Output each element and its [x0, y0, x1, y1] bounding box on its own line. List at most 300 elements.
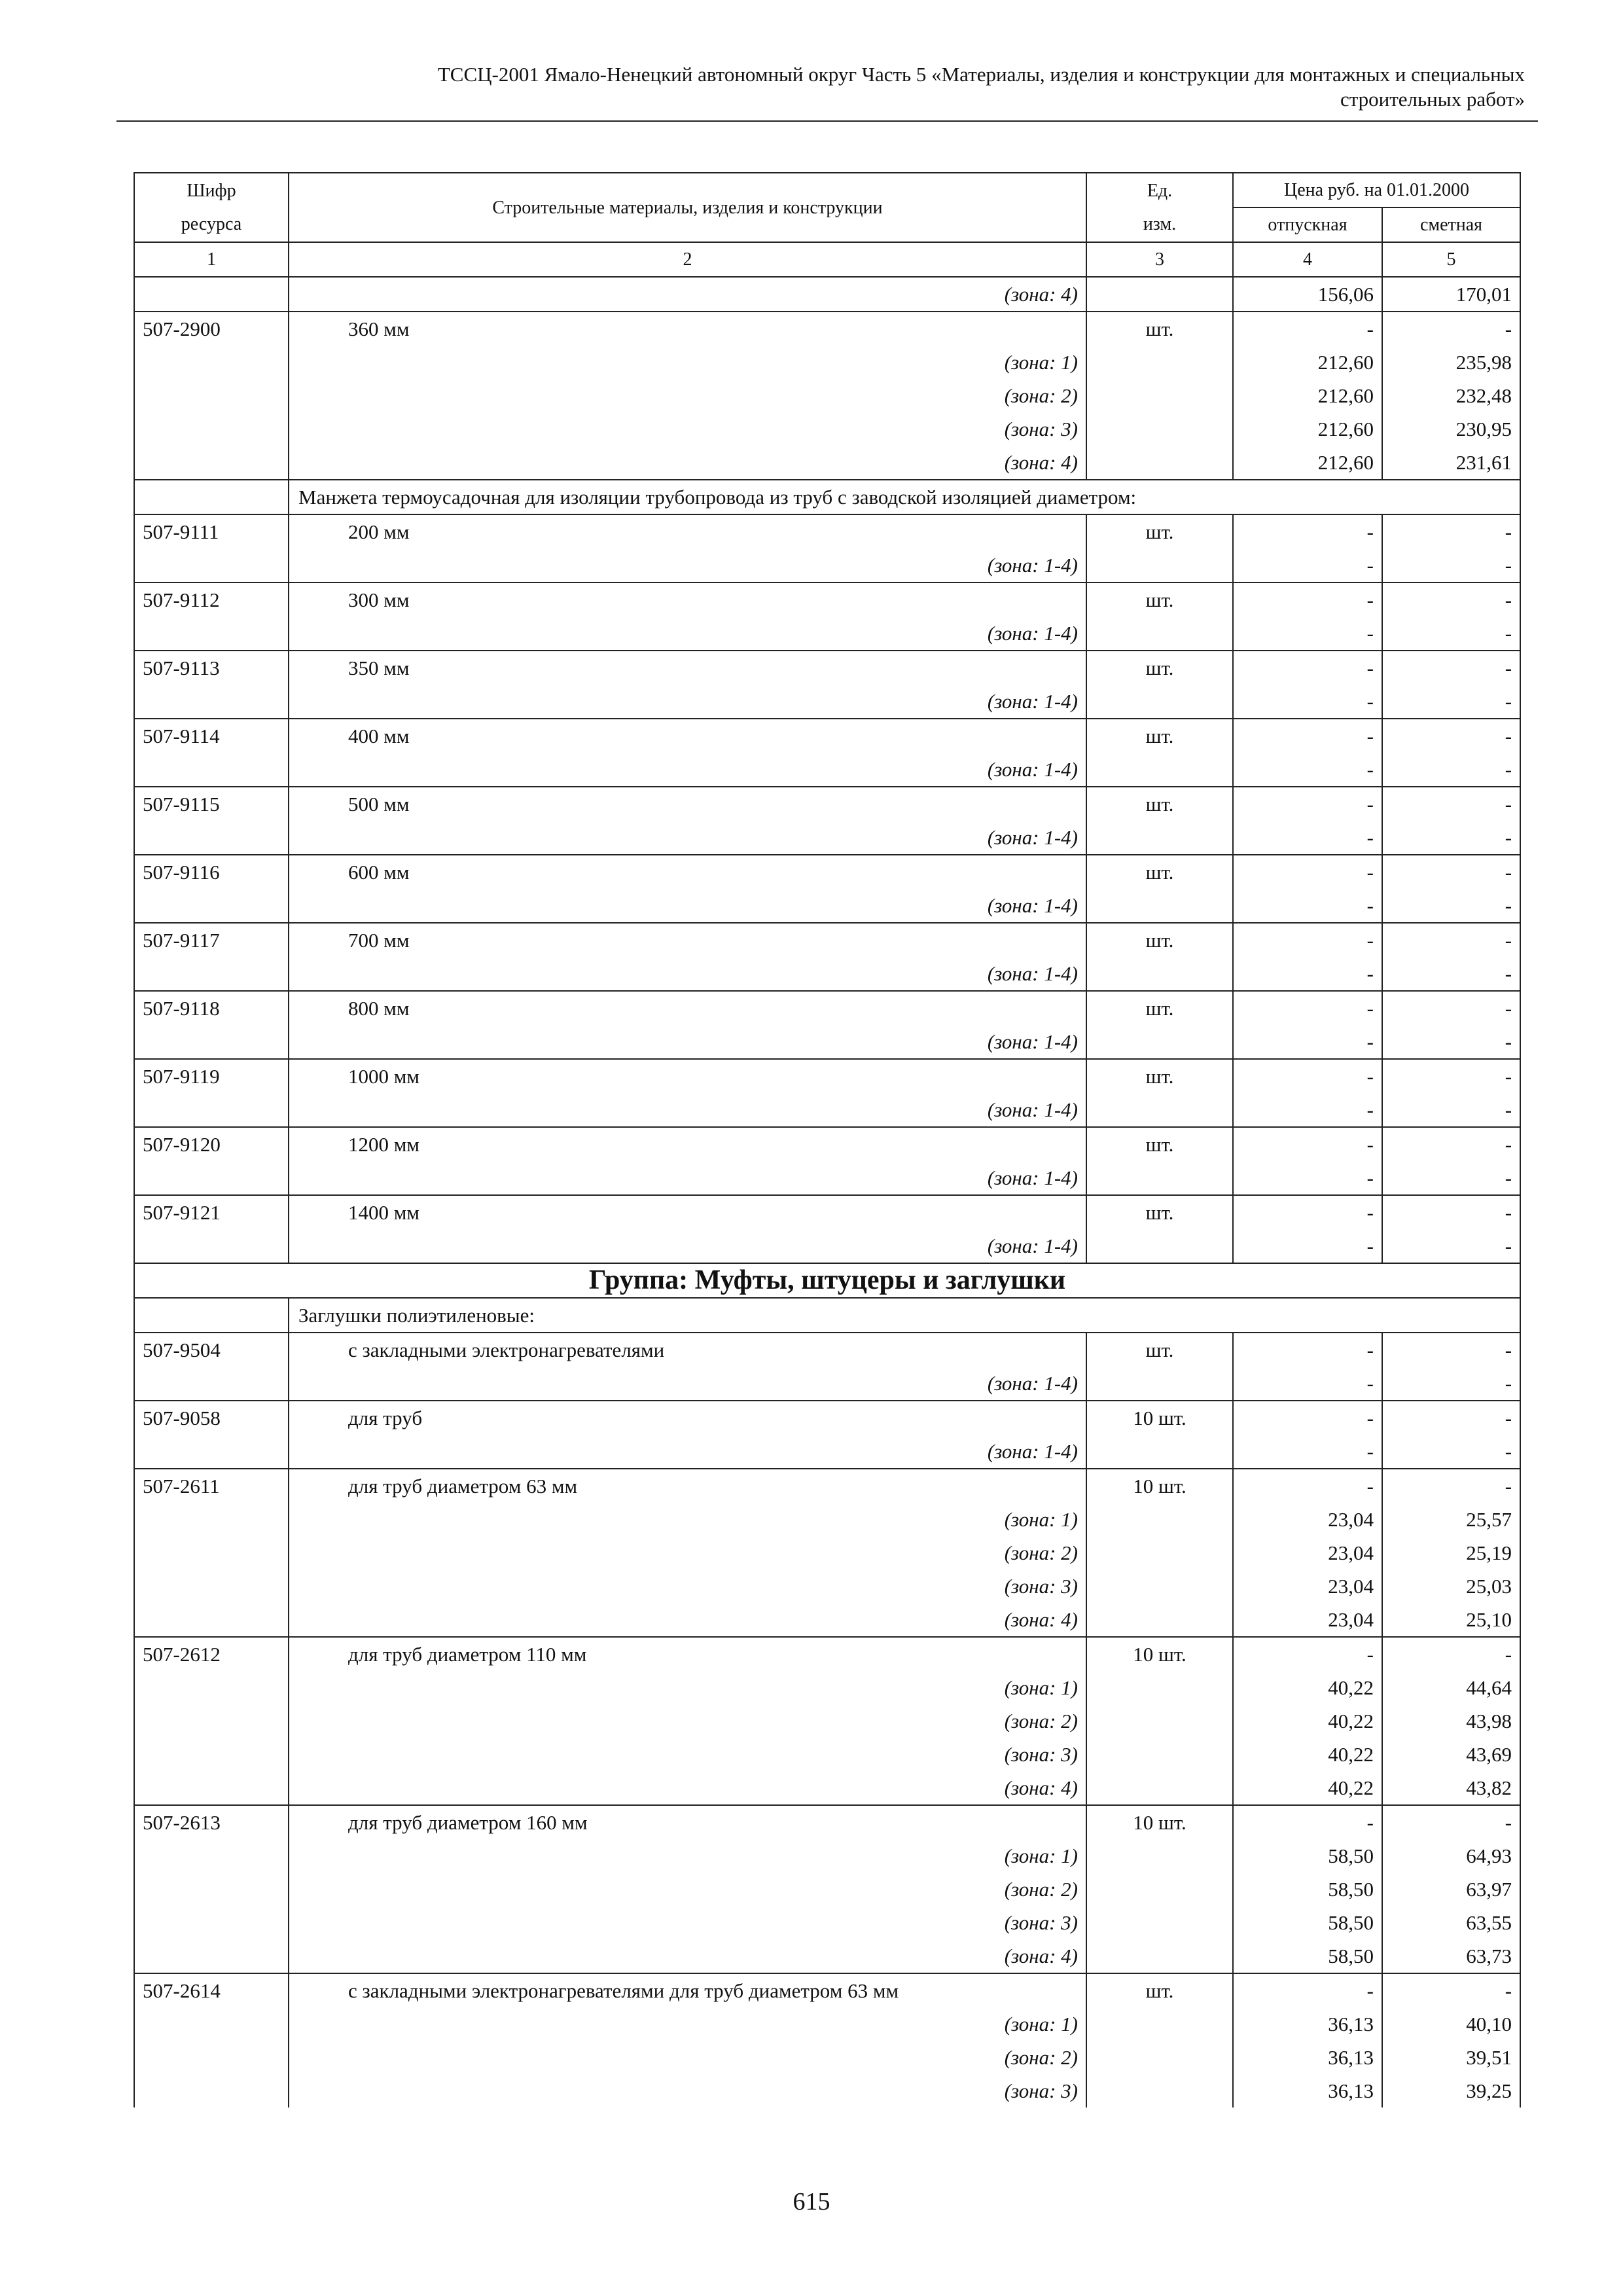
resource-code	[134, 2007, 289, 2041]
zone-label: (зона: 4)	[289, 1939, 1086, 1973]
zone-label: (зона: 2)	[289, 379, 1086, 412]
price-estimate: 231,61	[1382, 446, 1520, 480]
zone-row	[134, 1536, 1520, 1570]
price-release: -	[1233, 685, 1382, 719]
zone-label: (зона: 2)	[289, 1704, 1086, 1738]
resource-code: 507-9058	[134, 1401, 289, 1435]
price-release: 212,60	[1233, 446, 1382, 480]
price-estimate: -	[1382, 1367, 1520, 1401]
price-release: -	[1233, 957, 1382, 991]
price-estimate: -	[1382, 991, 1520, 1025]
price-release: -	[1233, 617, 1382, 651]
zone-row	[134, 412, 1520, 446]
price-estimate: -	[1382, 583, 1520, 617]
zone-label: (зона: 4)	[289, 1771, 1086, 1805]
zone-label: (зона: 1-4)	[289, 1161, 1086, 1195]
unit-cell: шт.	[1086, 991, 1233, 1025]
resource-code	[134, 1570, 289, 1603]
price-release: -	[1233, 1127, 1382, 1161]
price-estimate: -	[1382, 923, 1520, 957]
material-name: 360 мм	[289, 312, 1086, 346]
resource-code	[134, 889, 289, 923]
column-number: 2	[289, 242, 1086, 277]
resource-code	[134, 821, 289, 855]
material-name: с закладными электронагревателями для труб диаметром 63 мм	[289, 1973, 1086, 2007]
resource-code	[134, 1738, 289, 1771]
resource-code: 507-9117	[134, 923, 289, 957]
price-estimate: -	[1382, 1435, 1520, 1469]
material-name: 600 мм	[289, 855, 1086, 889]
section-heading-row	[134, 1298, 1520, 1333]
unit-cell	[1086, 379, 1233, 412]
unit-cell	[1086, 1873, 1233, 1906]
table-row	[134, 1401, 1520, 1435]
unit-cell	[1086, 821, 1233, 855]
price-estimate: -	[1382, 312, 1520, 346]
zone-label: (зона: 4)	[289, 1603, 1086, 1637]
price-release: 40,22	[1233, 1738, 1382, 1771]
header-name: Строительные материалы, изделия и конструкции	[289, 173, 1086, 242]
price-estimate: -	[1382, 548, 1520, 583]
unit-cell	[1086, 1367, 1233, 1401]
zone-label: (зона: 4)	[289, 446, 1086, 480]
unit-cell	[1086, 1025, 1233, 1059]
zone-row	[134, 446, 1520, 480]
zone-row	[134, 1161, 1520, 1195]
zone-label: (зона: 1-4)	[289, 1025, 1086, 1059]
price-release: 36,13	[1233, 2074, 1382, 2108]
unit-cell: 10 шт.	[1086, 1637, 1233, 1671]
price-release: 36,13	[1233, 2007, 1382, 2041]
price-release: -	[1233, 1161, 1382, 1195]
price-release: -	[1233, 312, 1382, 346]
price-estimate: 170,01	[1382, 277, 1520, 312]
price-release: -	[1233, 583, 1382, 617]
unit-cell	[1086, 2041, 1233, 2074]
zone-row	[134, 1939, 1520, 1973]
column-number: 5	[1382, 242, 1520, 277]
zone-row	[134, 1704, 1520, 1738]
material-name: 1200 мм	[289, 1127, 1086, 1161]
price-release: 212,60	[1233, 412, 1382, 446]
material-name: 350 мм	[289, 651, 1086, 685]
resource-code	[134, 1839, 289, 1873]
zone-label: (зона: 1)	[289, 346, 1086, 379]
price-estimate: 43,69	[1382, 1738, 1520, 1771]
zone-row	[134, 1435, 1520, 1469]
unit-cell: шт.	[1086, 583, 1233, 617]
price-release: -	[1233, 821, 1382, 855]
price-release: -	[1233, 1367, 1382, 1401]
unit-cell: 10 шт.	[1086, 1401, 1233, 1435]
resource-code	[134, 1906, 289, 1939]
zone-row	[134, 685, 1520, 719]
price-release: -	[1233, 1195, 1382, 1229]
resource-code	[134, 753, 289, 787]
price-release: -	[1233, 1637, 1382, 1671]
resource-code	[134, 548, 289, 583]
resource-code	[134, 1671, 289, 1704]
zone-row	[134, 617, 1520, 651]
table-row	[134, 991, 1520, 1025]
price-release: 40,22	[1233, 1671, 1382, 1704]
zone-label: (зона: 1-4)	[289, 1367, 1086, 1401]
material-name: для труб	[289, 1401, 1086, 1435]
price-release: -	[1233, 651, 1382, 685]
zone-label: (зона: 1)	[289, 1671, 1086, 1704]
zone-row	[134, 2007, 1520, 2041]
price-release: -	[1233, 1333, 1382, 1367]
price-estimate: -	[1382, 719, 1520, 753]
unit-cell: шт.	[1086, 719, 1233, 753]
resource-code	[134, 1093, 289, 1127]
table-row	[134, 583, 1520, 617]
zone-label: (зона: 1-4)	[289, 1093, 1086, 1127]
material-name: 800 мм	[289, 991, 1086, 1025]
zone-row	[134, 379, 1520, 412]
empty-code-cell	[134, 480, 289, 514]
price-estimate: 25,10	[1382, 1603, 1520, 1637]
material-name: для труб диаметром 160 мм	[289, 1805, 1086, 1839]
unit-cell	[1086, 889, 1233, 923]
material-name: 700 мм	[289, 923, 1086, 957]
unit-cell	[1086, 1229, 1233, 1263]
unit-cell	[1086, 1839, 1233, 1873]
zone-label: (зона: 1)	[289, 1839, 1086, 1873]
zone-label: (зона: 3)	[289, 1906, 1086, 1939]
price-release: -	[1233, 1059, 1382, 1093]
unit-cell	[1086, 446, 1233, 480]
resource-code	[134, 957, 289, 991]
price-estimate: -	[1382, 1161, 1520, 1195]
table-row	[134, 1973, 1520, 2007]
price-release: 36,13	[1233, 2041, 1382, 2074]
price-release: 23,04	[1233, 1503, 1382, 1536]
price-estimate: -	[1382, 1229, 1520, 1263]
unit-cell	[1086, 1536, 1233, 1570]
zone-row	[134, 2074, 1520, 2108]
resource-code: 507-9116	[134, 855, 289, 889]
resource-code	[134, 1873, 289, 1906]
zone-label: (зона: 1-4)	[289, 1435, 1086, 1469]
price-release: -	[1233, 1469, 1382, 1503]
price-release: 40,22	[1233, 1771, 1382, 1805]
zone-label: (зона: 2)	[289, 2041, 1086, 2074]
price-release: -	[1233, 889, 1382, 923]
price-release: -	[1233, 514, 1382, 548]
resource-code	[134, 2074, 289, 2108]
zone-label: (зона: 1-4)	[289, 1229, 1086, 1263]
price-release: -	[1233, 1805, 1382, 1839]
zone-row	[134, 1873, 1520, 1906]
price-estimate: 43,98	[1382, 1704, 1520, 1738]
zone-label: (зона: 3)	[289, 1738, 1086, 1771]
price-estimate: 40,10	[1382, 2007, 1520, 2041]
resource-code: 507-9113	[134, 651, 289, 685]
zone-row	[134, 548, 1520, 583]
unit-cell	[1086, 548, 1233, 583]
price-estimate: 63,73	[1382, 1939, 1520, 1973]
price-release: -	[1233, 855, 1382, 889]
column-number: 3	[1086, 242, 1233, 277]
unit-cell: шт.	[1086, 514, 1233, 548]
resource-code: 507-2614	[134, 1973, 289, 2007]
price-estimate: 63,97	[1382, 1873, 1520, 1906]
resource-code	[134, 1771, 289, 1805]
unit-cell	[1086, 1093, 1233, 1127]
resource-code	[134, 446, 289, 480]
price-release: 23,04	[1233, 1570, 1382, 1603]
price-estimate: 39,51	[1382, 2041, 1520, 2074]
zone-row	[134, 1906, 1520, 1939]
column-number: 1	[134, 242, 289, 277]
price-estimate: -	[1382, 1401, 1520, 1435]
unit-cell: шт.	[1086, 651, 1233, 685]
unit-cell	[1086, 1671, 1233, 1704]
price-release: 212,60	[1233, 346, 1382, 379]
material-name: 300 мм	[289, 583, 1086, 617]
resource-code	[134, 1161, 289, 1195]
table-row	[134, 1195, 1520, 1229]
material-name: 1400 мм	[289, 1195, 1086, 1229]
unit-cell	[1086, 1161, 1233, 1195]
table-row	[134, 1127, 1520, 1161]
price-release: -	[1233, 991, 1382, 1025]
unit-cell: шт.	[1086, 1059, 1233, 1093]
price-release: -	[1233, 719, 1382, 753]
resource-code	[134, 412, 289, 446]
table-row	[134, 1805, 1520, 1839]
price-estimate: -	[1382, 1973, 1520, 2007]
table-row	[134, 514, 1520, 548]
price-estimate: -	[1382, 787, 1520, 821]
unit-cell	[1086, 1603, 1233, 1637]
price-estimate: 25,03	[1382, 1570, 1520, 1603]
zone-row	[134, 1229, 1520, 1263]
unit-cell	[1086, 412, 1233, 446]
table-row	[134, 1469, 1520, 1503]
resource-code	[134, 1367, 289, 1401]
price-release: 58,50	[1233, 1906, 1382, 1939]
zone-row	[134, 1738, 1520, 1771]
zone-row	[134, 1025, 1520, 1059]
price-estimate: -	[1382, 1059, 1520, 1093]
unit-cell	[1086, 2007, 1233, 2041]
price-table	[134, 172, 1521, 2108]
zone-row	[134, 1367, 1520, 1401]
resource-code: 507-2611	[134, 1469, 289, 1503]
resource-code	[134, 617, 289, 651]
price-estimate: 44,64	[1382, 1671, 1520, 1704]
price-estimate: 64,93	[1382, 1839, 1520, 1873]
material-name: 1000 мм	[289, 1059, 1086, 1093]
table-row	[134, 312, 1520, 346]
zone-label: (зона: 1-4)	[289, 617, 1086, 651]
price-estimate: -	[1382, 617, 1520, 651]
header-price-release: отпускная	[1233, 207, 1382, 242]
zone-label: (зона: 2)	[289, 1873, 1086, 1906]
resource-code	[134, 1603, 289, 1637]
unit-cell	[1086, 346, 1233, 379]
resource-code: 507-9112	[134, 583, 289, 617]
header-code: Шифр ресурса	[134, 173, 289, 242]
price-estimate: 39,25	[1382, 2074, 1520, 2108]
table-header-row	[134, 173, 1520, 207]
section-heading: Манжета термоусадочная для изоляции трубопровода из труб с заводской изоляцией диаметром:	[289, 480, 1520, 514]
resource-code	[134, 1939, 289, 1973]
material-name: для труб диаметром 63 мм	[289, 1469, 1086, 1503]
zone-row	[134, 1771, 1520, 1805]
zone-label: (зона: 3)	[289, 2074, 1086, 2108]
price-release: 212,60	[1233, 379, 1382, 412]
resource-code	[134, 2041, 289, 2074]
zone-label: (зона: 1-4)	[289, 957, 1086, 991]
group-title-row	[134, 1263, 1520, 1298]
unit-cell: 10 шт.	[1086, 1805, 1233, 1839]
page-number: 615	[793, 2188, 830, 2215]
price-estimate: -	[1382, 1333, 1520, 1367]
zone-row	[134, 1671, 1520, 1704]
resource-code	[134, 277, 289, 312]
table-row	[134, 1637, 1520, 1671]
resource-code: 507-9120	[134, 1127, 289, 1161]
unit-cell: шт.	[1086, 1333, 1233, 1367]
material-name: 400 мм	[289, 719, 1086, 753]
price-estimate: -	[1382, 821, 1520, 855]
zone-label: (зона: 3)	[289, 412, 1086, 446]
material-name: 500 мм	[289, 787, 1086, 821]
unit-cell: шт.	[1086, 787, 1233, 821]
price-release: 156,06	[1233, 277, 1382, 312]
zone-row	[134, 889, 1520, 923]
table-row	[134, 651, 1520, 685]
price-estimate: -	[1382, 1127, 1520, 1161]
unit-cell	[1086, 2074, 1233, 2108]
price-estimate: -	[1382, 514, 1520, 548]
unit-cell: шт.	[1086, 312, 1233, 346]
empty-code-cell	[134, 1298, 289, 1333]
price-release: -	[1233, 548, 1382, 583]
column-number-row	[134, 242, 1520, 277]
price-estimate: -	[1382, 1195, 1520, 1229]
price-release: -	[1233, 1229, 1382, 1263]
zone-label: (зона: 1)	[289, 1503, 1086, 1536]
price-estimate: -	[1382, 1469, 1520, 1503]
resource-code: 507-9119	[134, 1059, 289, 1093]
zone-label: (зона: 2)	[289, 1536, 1086, 1570]
price-estimate: 232,48	[1382, 379, 1520, 412]
resource-code: 507-9111	[134, 514, 289, 548]
resource-code: 507-2900	[134, 312, 289, 346]
resource-code	[134, 1536, 289, 1570]
price-release: 58,50	[1233, 1839, 1382, 1873]
table-row	[134, 923, 1520, 957]
price-estimate: -	[1382, 1637, 1520, 1671]
unit-cell	[1086, 1771, 1233, 1805]
material-name: 200 мм	[289, 514, 1086, 548]
resource-code: 507-9115	[134, 787, 289, 821]
price-estimate: -	[1382, 957, 1520, 991]
resource-code	[134, 1435, 289, 1469]
price-estimate: 235,98	[1382, 346, 1520, 379]
unit-cell: шт.	[1086, 1973, 1233, 2007]
unit-cell	[1086, 685, 1233, 719]
material-name: для труб диаметром 110 мм	[289, 1637, 1086, 1671]
table-row	[134, 787, 1520, 821]
resource-code: 507-9121	[134, 1195, 289, 1229]
resource-code: 507-9114	[134, 719, 289, 753]
unit-cell	[1086, 1435, 1233, 1469]
zone-label: (зона: 4)	[289, 277, 1086, 312]
price-release: 23,04	[1233, 1536, 1382, 1570]
zone-row	[134, 1570, 1520, 1603]
zone-row	[134, 753, 1520, 787]
price-release: -	[1233, 1973, 1382, 2007]
zone-row	[134, 1603, 1520, 1637]
price-estimate: 63,55	[1382, 1906, 1520, 1939]
unit-cell	[1086, 617, 1233, 651]
zone-label: (зона: 1)	[289, 2007, 1086, 2041]
price-estimate: 25,19	[1382, 1536, 1520, 1570]
unit-cell	[1086, 957, 1233, 991]
zone-label: (зона: 3)	[289, 1570, 1086, 1603]
unit-cell	[1086, 753, 1233, 787]
price-release: -	[1233, 1435, 1382, 1469]
unit-cell: шт.	[1086, 1195, 1233, 1229]
price-estimate: 25,57	[1382, 1503, 1520, 1536]
price-estimate: 43,82	[1382, 1771, 1520, 1805]
material-name: с закладными электронагревателями	[289, 1333, 1086, 1367]
price-estimate: -	[1382, 1093, 1520, 1127]
price-release: -	[1233, 753, 1382, 787]
header-unit: Ед. изм.	[1086, 173, 1233, 242]
price-estimate: 230,95	[1382, 412, 1520, 446]
price-release: 40,22	[1233, 1704, 1382, 1738]
table-row	[134, 1333, 1520, 1367]
unit-cell	[1086, 1570, 1233, 1603]
table-row	[134, 855, 1520, 889]
section-heading: Заглушки полиэтиленовые:	[289, 1298, 1520, 1333]
resource-code: 507-2612	[134, 1637, 289, 1671]
column-number: 4	[1233, 242, 1382, 277]
zone-label: (зона: 1-4)	[289, 685, 1086, 719]
unit-cell	[1086, 1738, 1233, 1771]
table-row	[134, 719, 1520, 753]
zone-row	[134, 346, 1520, 379]
unit-cell	[1086, 1939, 1233, 1973]
price-estimate: -	[1382, 855, 1520, 889]
table-row	[134, 1059, 1520, 1093]
unit-cell	[1086, 1704, 1233, 1738]
zone-label: (зона: 1-4)	[289, 548, 1086, 583]
resource-code	[134, 1025, 289, 1059]
zone-row	[134, 1503, 1520, 1536]
zone-label: (зона: 1-4)	[289, 753, 1086, 787]
resource-code	[134, 1704, 289, 1738]
section-heading-row	[134, 480, 1520, 514]
price-release: 58,50	[1233, 1873, 1382, 1906]
zone-row	[134, 1093, 1520, 1127]
running-header-line-1: ТССЦ-2001 Ямало-Ненецкий автономный округ Часть 5 «Материалы, изделия и конструкции для монтажных и специальных	[437, 63, 1525, 86]
resource-code: 507-9504	[134, 1333, 289, 1367]
price-estimate: -	[1382, 1025, 1520, 1059]
resource-code: 507-9118	[134, 991, 289, 1025]
zone-row	[134, 957, 1520, 991]
resource-code	[134, 685, 289, 719]
price-estimate: -	[1382, 889, 1520, 923]
unit-cell	[1086, 1503, 1233, 1536]
unit-cell	[1086, 277, 1233, 312]
